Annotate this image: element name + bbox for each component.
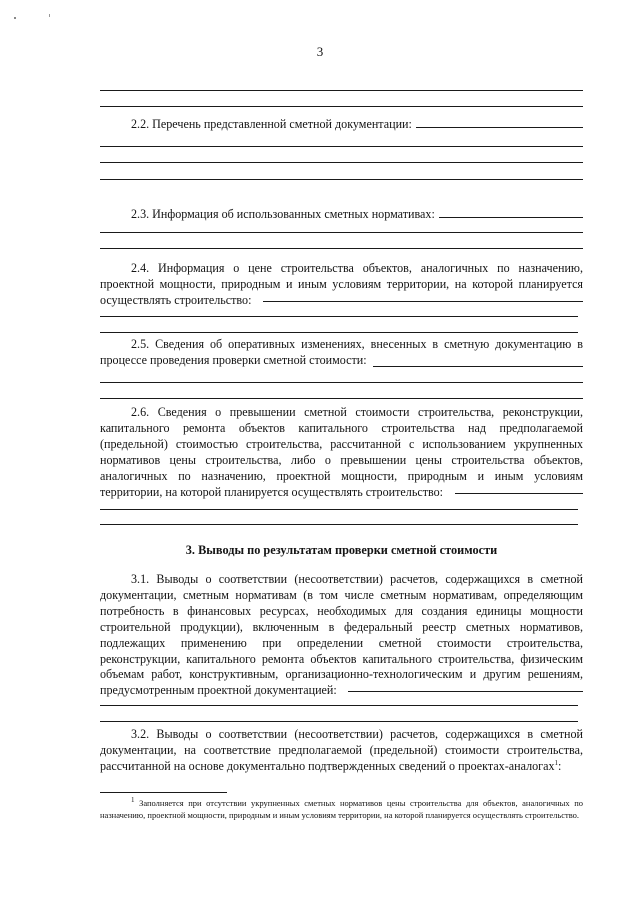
section-3-2-text: 3.2. Выводы о соответствии (несоответствии) расчетов, содержащихся в сметной документации, на соответствие предполагаемой (предельной) стоимости строительства, рассчитанной на основе документально подтвержденных сведений о проектах-аналогах — [100, 727, 583, 773]
fill-line — [373, 366, 583, 367]
section-3-2 — [100, 727, 583, 775]
blank-line — [100, 232, 583, 233]
footnote-reference: 1 — [554, 758, 559, 767]
blank-line — [100, 524, 578, 525]
section-2-6: 2.6. Сведения о превышении сметной стоимости строительства, реконструкции, капитального ремонта объектов капитального строительства над предполагаемой (предельной) стоимостью строительства, рассчитанной с использованием укрупненных нормативов цены строительства, либо о превышении цены строительства объектов, аналогичных по назначению, проектной мощности, природным и иным условиям территории, на которой планируется осуществлять строительство: — [100, 405, 583, 499]
blank-line — [100, 382, 583, 383]
blank-line — [100, 398, 583, 399]
fill-line — [416, 116, 583, 128]
footnote-mark: 1 — [131, 796, 135, 805]
fill-line — [455, 493, 583, 494]
blank-line — [100, 106, 583, 107]
section-3-1: 3.1. Выводы о соответствии (несоответствии) расчетов, содержащихся в сметной документации, сметным нормативам (в том числе сметным нормативам, определяющим потребность в финансовых ресурсах, необходимых для создания единицы мощности строительной продукции), включенным в федеральный реестр сметных нормативов, подлежащих применению при определении сметной стоимости строительства, реконструкции, капитального ремонта объектов капитального строительства, физическим объемам работ, конструктивным, организационно-технологическим и другим решениям, предусмотренным проектной документацией: — [100, 572, 583, 698]
section-2-2 — [100, 116, 583, 133]
section-2-4: 2.4. Информация о цене строительства объектов, аналогичных по назначению, проектной мощности, природным и иным условиям территории, на которой планируется осуществлять строительство: — [100, 261, 583, 307]
blank-line — [100, 316, 578, 317]
blank-line — [100, 90, 583, 91]
blank-line — [100, 705, 578, 706]
blank-line — [100, 146, 583, 147]
footnote-text: Заполняется при отсутствии укрупненных сметных нормативов цены строительства для объектов, аналогичных по назначению, проектной мощности, природным и иным условиям территории, на которой планируется осуществлять строительство. — [100, 798, 583, 821]
fill-line — [263, 301, 583, 302]
scan-speck — [49, 14, 50, 17]
scan-speck — [14, 17, 16, 19]
page-number: 3 — [316, 44, 324, 59]
section-2-2-text: 2.2. Перечень представленной сметной документации: — [131, 117, 412, 131]
blank-line — [100, 248, 583, 249]
footnote-separator — [100, 792, 227, 793]
section-2-3-text: 2.3. Информация об использованных сметных нормативах: — [131, 207, 435, 221]
section-2-5: 2.5. Сведения об оперативных изменениях, внесенных в сметную документацию в процессе проведения проверки сметной стоимости: — [100, 337, 583, 367]
blank-line — [100, 332, 578, 333]
fill-line — [348, 691, 583, 692]
blank-line — [100, 179, 583, 180]
blank-line — [100, 721, 578, 722]
section-2-3 — [100, 206, 583, 223]
fill-line — [439, 206, 583, 218]
blank-line — [100, 162, 583, 163]
section-3-heading: 3. Выводы по результатам проверки сметной стоимости — [185, 543, 498, 557]
blank-line — [100, 509, 578, 510]
section-3-2-colon: : — [558, 758, 562, 773]
footnote — [100, 797, 583, 822]
